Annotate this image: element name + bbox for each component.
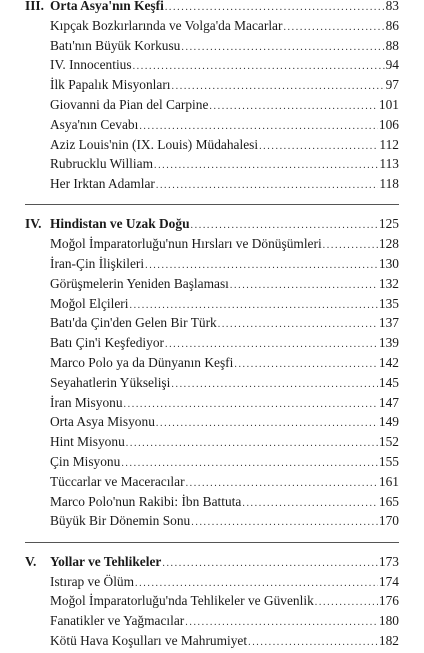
part-title: Yollar ve Tehlikeler [50, 553, 162, 569]
dot-leader [156, 414, 378, 434]
table-of-contents [25, 0, 399, 651]
entry-title: Batı'nın Büyük Korkusu [50, 37, 181, 53]
page-number: 106 [378, 116, 399, 132]
page-number: 135 [378, 295, 399, 311]
toc-entry[interactable] [25, 572, 399, 592]
page-number: 147 [378, 394, 399, 410]
entry-title: Orta Asya Misyonu [50, 414, 155, 430]
entry-title: Çin Misyonu [50, 454, 121, 470]
dot-leader [230, 276, 378, 296]
entry-title: IV. Innocentius [50, 57, 132, 73]
page-number: 174 [378, 573, 399, 589]
dot-leader [242, 494, 378, 514]
dot-leader [234, 355, 378, 375]
dot-leader [283, 18, 384, 38]
page-number: 88 [385, 37, 399, 53]
entry-title: İlk Papalık Misyonları [50, 77, 171, 93]
entry-title: Aziz Louis'nin (IX. Louis) Müdahalesi [50, 136, 259, 152]
page-number: 180 [378, 613, 399, 629]
toc-entry[interactable] [25, 452, 399, 472]
toc-entry[interactable] [25, 373, 399, 393]
part-number: IV. [25, 216, 42, 232]
dot-leader [323, 236, 378, 256]
toc-entry[interactable] [25, 511, 399, 531]
page-number: 112 [379, 136, 399, 152]
page-number: 152 [378, 434, 399, 450]
page-number: 170 [378, 513, 399, 529]
toc-entry[interactable] [25, 432, 399, 452]
dot-leader [171, 375, 378, 395]
toc-entry[interactable] [25, 492, 399, 512]
toc-entry[interactable] [25, 154, 399, 174]
entry-title: Her Irktan Adamlar [50, 176, 155, 192]
page-number: 113 [379, 156, 399, 172]
entry-title: Asya'nın Cevabı [50, 116, 139, 132]
part-number: III. [25, 0, 44, 13]
dot-leader [248, 633, 378, 653]
page-number: 101 [378, 96, 399, 112]
entry-title: Kıpçak Bozkırlarında ve Volga'da Macarlar [50, 17, 283, 33]
entry-title: Tüccarlar ve Maceracılar [50, 473, 185, 489]
dot-leader [181, 38, 384, 58]
part-title: Orta Asya'nın Keşfi [50, 0, 164, 13]
page-number: 94 [385, 57, 399, 73]
dot-leader [259, 137, 378, 157]
entry-title: Büyük Bir Dönemin Sonu [50, 513, 191, 529]
part-number: V. [25, 553, 37, 569]
dot-leader [315, 593, 378, 613]
page-number: 176 [378, 593, 399, 609]
toc-entry[interactable] [25, 353, 399, 373]
page-number: 128 [378, 236, 399, 252]
toc-entry[interactable] [25, 135, 399, 155]
toc-part-heading[interactable] [25, 552, 399, 572]
toc-entry[interactable] [25, 313, 399, 333]
dot-leader [209, 97, 377, 117]
toc-entry[interactable] [25, 274, 399, 294]
entry-title: Batı Çin'i Keşfediyor [50, 335, 164, 351]
page-number: 132 [378, 275, 399, 291]
toc-entry[interactable] [25, 254, 399, 274]
toc-entry[interactable] [25, 115, 399, 135]
section-divider [25, 542, 399, 543]
entry-title: Moğol İmparatorluğu'nda Tehlikeler ve Güvenlik [50, 593, 314, 609]
toc-entry[interactable] [25, 611, 399, 631]
page-number: 86 [385, 17, 399, 33]
entry-title: Seyahatlerin Yükselişi [50, 374, 171, 390]
entry-title: İran-Çin İlişkileri [50, 256, 145, 272]
toc-entry[interactable] [25, 591, 399, 611]
toc-entry[interactable] [25, 95, 399, 115]
section-divider [25, 204, 399, 205]
entry-title: Kötü Hava Koşulları ve Mahrumiyet [50, 632, 248, 648]
dot-leader [156, 176, 379, 196]
entry-title: Görüşmelerin Yeniden Başlaması [50, 275, 229, 291]
page-number: 182 [378, 632, 399, 648]
page-number: 145 [378, 374, 399, 390]
page-number: 97 [385, 77, 399, 93]
page-number: 142 [378, 355, 399, 371]
dot-leader [162, 554, 378, 574]
entry-title: İran Misyonu [50, 394, 123, 410]
page-number: 125 [378, 216, 399, 232]
page-number: 130 [378, 256, 399, 272]
page-number: 165 [378, 493, 399, 509]
entry-title: Marco Polo'nun Rakibi: İbn Battuta [50, 493, 242, 509]
entry-title: Batı'da Çin'den Gelen Bir Türk [50, 315, 217, 331]
toc-part-heading[interactable] [25, 0, 399, 16]
toc-entry[interactable] [25, 472, 399, 492]
toc-entry[interactable] [25, 294, 399, 314]
toc-part-heading[interactable] [25, 214, 399, 234]
toc-entry[interactable] [25, 393, 399, 413]
toc-entry[interactable] [25, 234, 399, 254]
entry-title: Istırap ve Ölüm [50, 573, 135, 589]
page-number: 149 [378, 414, 399, 430]
toc-entry[interactable] [25, 174, 399, 194]
toc-entry[interactable] [25, 55, 399, 75]
entry-title: Marco Polo ya da Dünyanın Keşfi [50, 355, 234, 371]
entry-title: Hint Misyonu [50, 434, 125, 450]
toc-entry[interactable] [25, 16, 399, 36]
toc-entry[interactable] [25, 75, 399, 95]
page-number: 173 [378, 553, 399, 569]
entry-title: Rubrucklu William [50, 156, 153, 172]
dot-leader [218, 315, 378, 335]
page-number: 118 [379, 176, 399, 192]
dot-leader [191, 513, 378, 533]
page-number: 161 [378, 473, 399, 489]
page-number: 83 [385, 0, 399, 13]
toc-entry[interactable] [25, 631, 399, 651]
page-number: 155 [378, 454, 399, 470]
entry-title: Moğol İmparatorluğu'nun Hırsları ve Dönüşümleri [50, 236, 322, 252]
entry-title: Moğol Elçileri [50, 295, 129, 311]
entry-title: Fanatikler ve Yağmacılar [50, 613, 185, 629]
dot-leader [154, 156, 378, 176]
part-title: Hindistan ve Uzak Doğu [50, 216, 190, 232]
entry-title: Giovanni da Pian del Carpine [50, 96, 209, 112]
toc-entry[interactable] [25, 333, 399, 353]
dot-leader [126, 434, 378, 454]
toc-entry[interactable] [25, 36, 399, 56]
toc-entry[interactable] [25, 412, 399, 432]
dot-leader [124, 395, 378, 415]
page-number: 139 [378, 335, 399, 351]
page-number: 137 [378, 315, 399, 331]
